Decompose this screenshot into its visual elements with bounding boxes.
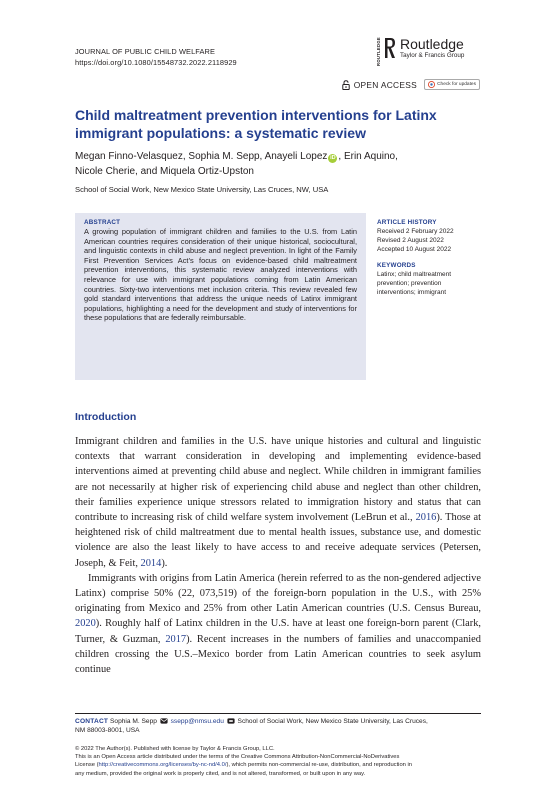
contact-label: CONTACT: [75, 718, 109, 725]
journal-header: [75, 47, 237, 68]
license-line-2-end: ), which permits non-commercial re-use, distribution, and reproduction in: [226, 762, 413, 769]
article-history-heading: ARTICLE HISTORY: [377, 219, 437, 226]
paragraph-2-text-c: ). Recent increases in the numbers of families and unaccompanied children crossing the U.S.–Mexico border from Latin American countries to seek asylum continue: [75, 633, 481, 676]
publisher-subtitle: Taylor & Francis Group: [400, 52, 465, 59]
check-updates-label: Check for updates: [437, 82, 476, 87]
publisher-vertical-text: ROUTLEDGE: [376, 37, 381, 66]
contact-address-line-2: NM 88003-8001, USA: [75, 727, 140, 735]
citation-link[interactable]: 2016: [415, 512, 437, 524]
paragraph-1-text-c: ).: [161, 557, 168, 569]
license-line-2: [75, 761, 485, 769]
journal-name: JOURNAL OF PUBLIC CHILD WELFARE: [75, 47, 215, 56]
authors-line-2: Nicole Cherie, and Miquela Ortiz-Upston: [75, 165, 254, 177]
accepted-date: Accepted 10 August 2022: [377, 246, 452, 254]
affiliation: School of Social Work, New Mexico State University, Las Cruces, NW, USA: [75, 185, 329, 194]
article-title: Child maltreatment prevention interventions for Latinx immigrant populations: a systematic review: [75, 107, 437, 141]
paragraph-1-text-b: ). Those at heightened risk of child maltreatment due to mental health issues, substance use, and domestic violence are also the least likely to have access to and receive adequate services (Petersen, Joseph, & Feit,: [75, 512, 481, 569]
keywords-line-2: prevention; prevention: [377, 279, 442, 287]
author-list: [75, 150, 495, 179]
footer-divider: [75, 713, 481, 714]
email-icon: [160, 718, 168, 724]
contact-address: School of Social Work, New Mexico State University, Las Cruces,: [237, 718, 428, 725]
article-info-sidebar: [377, 219, 487, 297]
revised-date: Revised 2 August 2022: [377, 237, 444, 245]
abstract-box: [75, 213, 366, 380]
paragraph-1-text-a: Immigrant children and families in the U.S. have unique histories and cultural and linguistic contexts that warrant consideration in developing and implementing evidence-based interventions aimed at preventing child abuse and neglect. While children in immigrant families are not necessarily at higher risk of experiencing child abuse and neglect than other children, their families experience unique stressors related to immigration history and status that can contribute to increasing risk of child welfare system involvement (LeBrun et al.,: [75, 436, 481, 524]
routledge-logo-icon: [384, 37, 396, 59]
abstract-heading: ABSTRACT: [84, 219, 121, 226]
citation-link[interactable]: 2020: [75, 618, 96, 630]
introduction-body: [75, 434, 481, 677]
abstract-text: A growing population of immigrant children and families to the U.S. from Latin American countries requires consideration of their unique historical, sociocultural, and linguistic contexts in child abuse and neglect prevention. In light of the Family First Prevention Services Act’s focus on evidence-based child maltreatment prevention interventions, this systematic review analyzed interventions with relevance for use with immigrant populations coming from Latin American countries. Sixty-two interventions met inclusion criteria. This review revealed few gold standard interventions that address the unique needs of Latinx immigrant populations, highlighting a need for the development and study of interventions for these populations that are federally reimbursable.: [84, 227, 357, 323]
authors-line-1: Megan Finno-Velasquez, Sophia M. Sepp, Anayeli Lopez: [75, 151, 328, 162]
citation-link[interactable]: 2014: [140, 557, 162, 569]
check-updates-icon: [428, 81, 435, 88]
contact-block: [75, 717, 485, 736]
citation-link[interactable]: 2017: [165, 633, 187, 645]
license-url-link[interactable]: http://creativecommons.org/licenses/by-nc-nd/4.0/: [98, 762, 227, 769]
license-block: [75, 745, 485, 778]
paragraph-2-text-b: ). Roughly half of Latinx children in the U.S. have at least one foreign-born parent (Clark, Turner, & Guzman,: [75, 618, 481, 645]
introduction-heading: Introduction: [75, 411, 137, 423]
paragraph-2: [75, 571, 481, 677]
authors-line-1-tail: , Erin Aquino,: [338, 151, 398, 162]
copyright-line: © 2022 The Author(s). Published with license by Taylor & Francis Group, LLC.: [75, 746, 275, 752]
paragraph-2-text-a: Immigrants with origins from Latin America (herein referred to as the non-gendered adjective Latinx) comprise 50% (22, 073,519) of the foreign-born population in the U.S., with 25% originating from Mexico and 25% from other Latin American countries (U.S. Census Bureau,: [75, 572, 481, 615]
paragraph-1: [75, 434, 481, 571]
doi-link[interactable]: https://doi.org/10.1080/15548732.2022.2118929: [75, 57, 237, 67]
contact-name: Sophia M. Sepp: [110, 718, 157, 725]
orcid-icon[interactable]: iD: [330, 155, 336, 161]
keywords-heading: KEYWORDS: [377, 261, 416, 269]
publisher-logo[interactable]: [376, 36, 464, 66]
contact-email[interactable]: ssepp@nmsu.edu: [170, 718, 224, 725]
open-lock-icon: [342, 80, 350, 90]
check-updates-button[interactable]: [424, 79, 480, 90]
license-line-2-start: License (: [75, 762, 99, 769]
received-date: Received 2 February 2022: [377, 228, 454, 235]
keywords-line-3: interventions; immigrant: [377, 289, 446, 297]
keywords-line-1: Latinx; child maltreatment: [377, 270, 452, 278]
open-access-label: OPEN ACCESS: [353, 79, 418, 90]
license-line-1: This is an Open Access article distributed under the terms of the Creative Commons Attribution-NonCommercial-NoDerivatives: [75, 754, 400, 761]
open-access-row: [0, 79, 480, 90]
license-line-3: any medium, provided the original work is properly cited, and is not altered, transformed, or built upon in any way.: [75, 770, 366, 777]
address-icon: [227, 718, 235, 724]
publisher-name: Routledge: [400, 36, 464, 52]
